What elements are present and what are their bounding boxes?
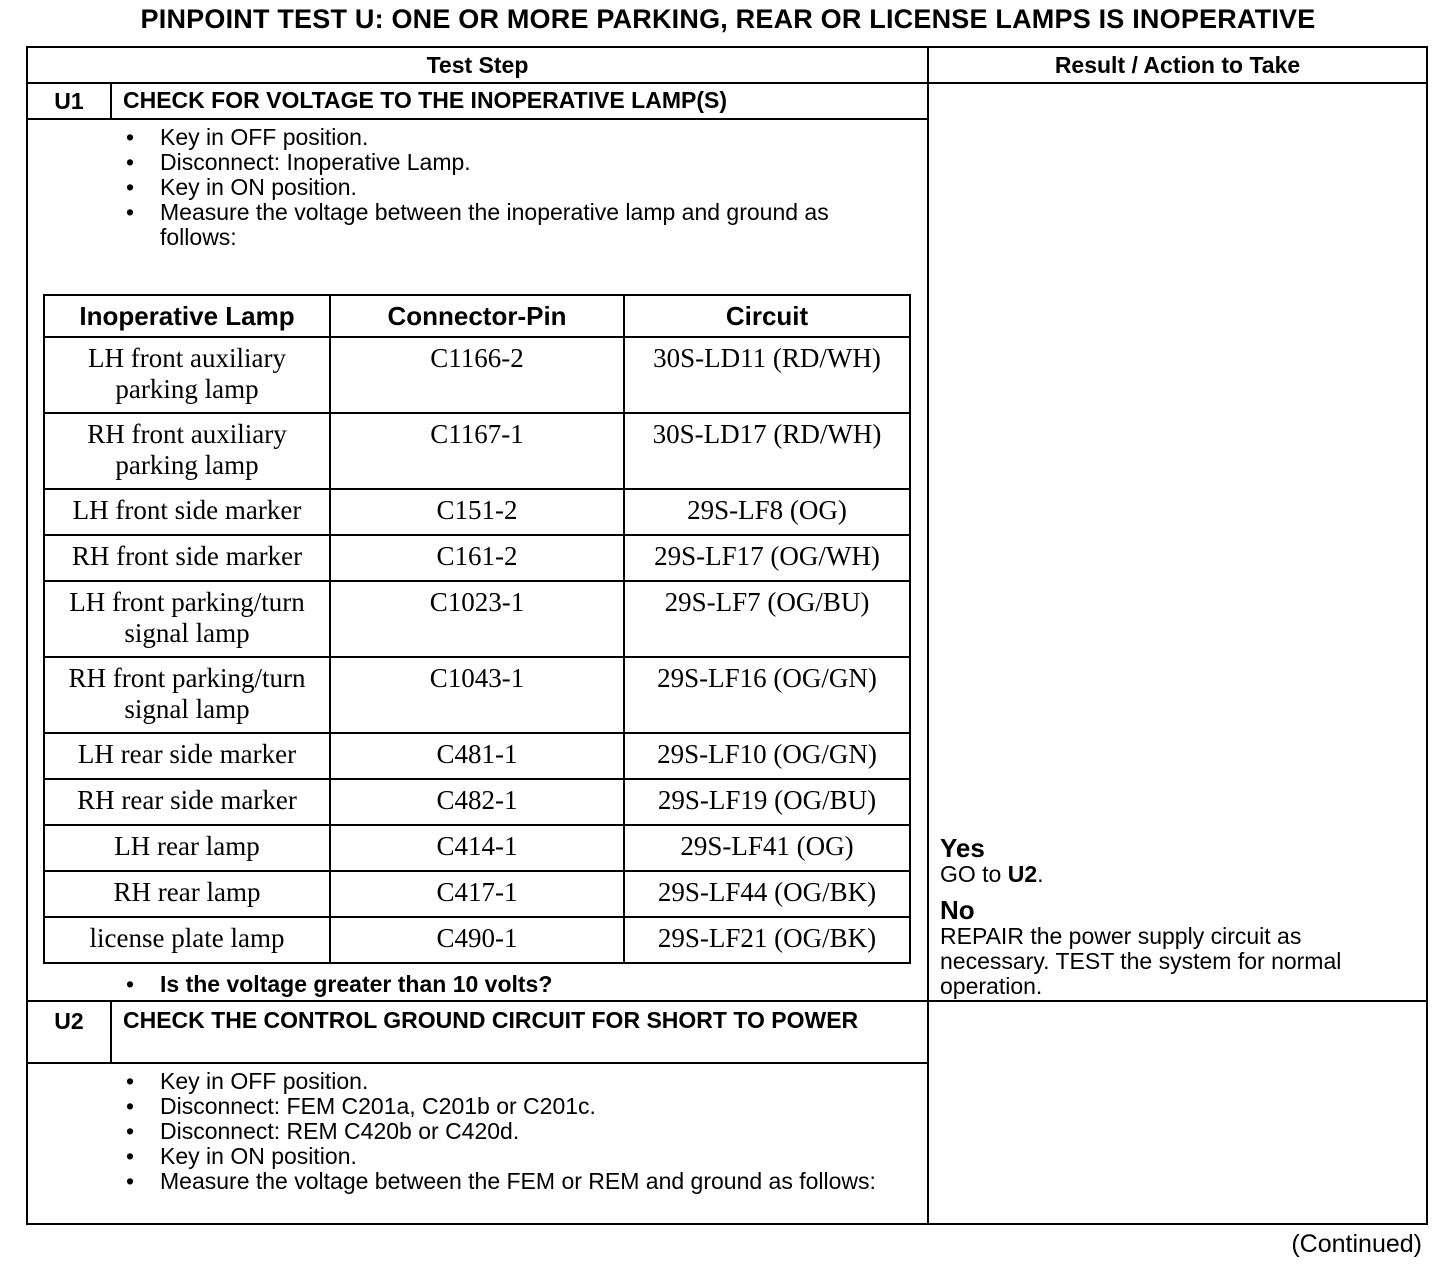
lamp-cell: RH rear side marker: [44, 779, 330, 825]
u2-title: CHECK THE CONTROL GROUND CIRCUIT FOR SHORT TO POWER: [123, 1007, 859, 1033]
table-row: [44, 413, 910, 489]
circuit-cell: 29S-LF10 (OG/GN): [624, 733, 910, 779]
circuit-cell: 29S-LF17 (OG/WH): [624, 535, 910, 581]
yes-target: U2: [1007, 861, 1038, 887]
lamp-cell: RH front side marker: [44, 535, 330, 581]
circuit-cell: 29S-LF21 (OG/BK): [624, 917, 910, 963]
u2-step: • Disconnect: FEM C201a, C201b or C201c.: [122, 1094, 882, 1119]
u1-step: • Key in ON position.: [122, 175, 882, 200]
test-step-header: Test Step: [426, 52, 529, 78]
u1-title: CHECK FOR VOLTAGE TO THE INOPERATIVE LAMP(S): [123, 87, 727, 113]
circuit-cell: 30S-LD17 (RD/WH): [624, 413, 910, 489]
pin-cell: C161-2: [330, 535, 624, 581]
u1-steps: [122, 125, 882, 250]
column-header: Connector-Pin: [330, 295, 624, 337]
table-row: [44, 337, 910, 413]
u2-steps: [122, 1069, 882, 1194]
circuit-cell: 29S-LF8 (OG): [624, 489, 910, 535]
u1-step: • Key in OFF position.: [122, 125, 882, 150]
pin-cell: C490-1: [330, 917, 624, 963]
lamp-cell: license plate lamp: [44, 917, 330, 963]
lamp-cell: LH front auxiliary parking lamp: [44, 337, 330, 413]
lamp-cell: LH front parking/turn signal lamp: [44, 581, 330, 657]
u1-step: • Disconnect: Inoperative Lamp.: [122, 150, 882, 175]
header-divider: [28, 82, 1426, 84]
circuit-cell: 29S-LF44 (OG/BK): [624, 871, 910, 917]
circuit-cell: 30S-LD11 (RD/WH): [624, 337, 910, 413]
column-header: Circuit: [624, 295, 910, 337]
circuit-cell: 29S-LF19 (OG/BU): [624, 779, 910, 825]
u1-result: [940, 834, 1410, 999]
u2-id-divider: [110, 1002, 112, 1062]
yes-label: Yes: [940, 833, 985, 863]
pin-cell: C414-1: [330, 825, 624, 871]
pin-cell: C481-1: [330, 733, 624, 779]
u2-step: • Measure the voltage between the FEM or REM and ground as follows:: [122, 1169, 882, 1194]
table-row: [44, 917, 910, 963]
pin-cell: C1043-1: [330, 657, 624, 733]
table-row: [44, 489, 910, 535]
lamp-cell: RH front auxiliary parking lamp: [44, 413, 330, 489]
pin-cell: C417-1: [330, 871, 624, 917]
no-action: REPAIR the power supply circuit as necessary. TEST the system for normal operation.: [940, 923, 1342, 999]
table-row: [44, 535, 910, 581]
u2-step: • Disconnect: REM C420b or C420d.: [122, 1119, 882, 1144]
no-label: No: [940, 895, 975, 925]
u2-id: U2: [54, 1008, 84, 1034]
pin-cell: C1023-1: [330, 581, 624, 657]
pin-cell: C151-2: [330, 489, 624, 535]
lamp-cell: LH front side marker: [44, 489, 330, 535]
table-row: [44, 779, 910, 825]
result-header: Result / Action to Take: [1054, 52, 1301, 78]
table-row: [44, 825, 910, 871]
table-row: [44, 733, 910, 779]
lamp-cell: LH rear lamp: [44, 825, 330, 871]
circuit-cell: 29S-LF16 (OG/GN): [624, 657, 910, 733]
lamp-cell: RH rear lamp: [44, 871, 330, 917]
circuit-cell: 29S-LF41 (OG): [624, 825, 910, 871]
u1-step: • Measure the voltage between the inoperative lamp and ground as follows:: [122, 200, 882, 250]
yes-prefix: GO to: [940, 861, 1008, 887]
page-title: PINPOINT TEST U: ONE OR MORE PARKING, REAR OR LICENSE LAMPS IS INOPERATIVE: [140, 4, 1316, 34]
circuit-cell: 29S-LF7 (OG/BU): [624, 581, 910, 657]
u1-title-divider: [28, 118, 927, 120]
lamp-cell: LH rear side marker: [44, 733, 330, 779]
u2-step: • Key in OFF position.: [122, 1069, 882, 1094]
pinpoint-test-table: [26, 46, 1428, 1225]
table-row: [44, 657, 910, 733]
table-row: [44, 581, 910, 657]
lamp-connector-table: [43, 294, 911, 964]
yes-suffix: .: [1037, 861, 1044, 887]
pin-cell: C482-1: [330, 779, 624, 825]
u1-question: • Is the voltage greater than 10 volts?: [122, 972, 920, 997]
u1-u2-divider: [28, 1000, 1426, 1002]
column-header: Inoperative Lamp: [44, 295, 330, 337]
table-row: [44, 871, 910, 917]
u2-step: • Key in ON position.: [122, 1144, 882, 1169]
u2-title-divider: [28, 1062, 927, 1064]
pin-cell: C1167-1: [330, 413, 624, 489]
lamp-cell: RH front parking/turn signal lamp: [44, 657, 330, 733]
u1-id-divider: [110, 84, 112, 118]
column-divider: [927, 48, 929, 1223]
u1-id: U1: [54, 88, 84, 114]
continued-label: (Continued): [1291, 1230, 1422, 1258]
yes-action: [940, 862, 1410, 887]
pin-cell: C1166-2: [330, 337, 624, 413]
